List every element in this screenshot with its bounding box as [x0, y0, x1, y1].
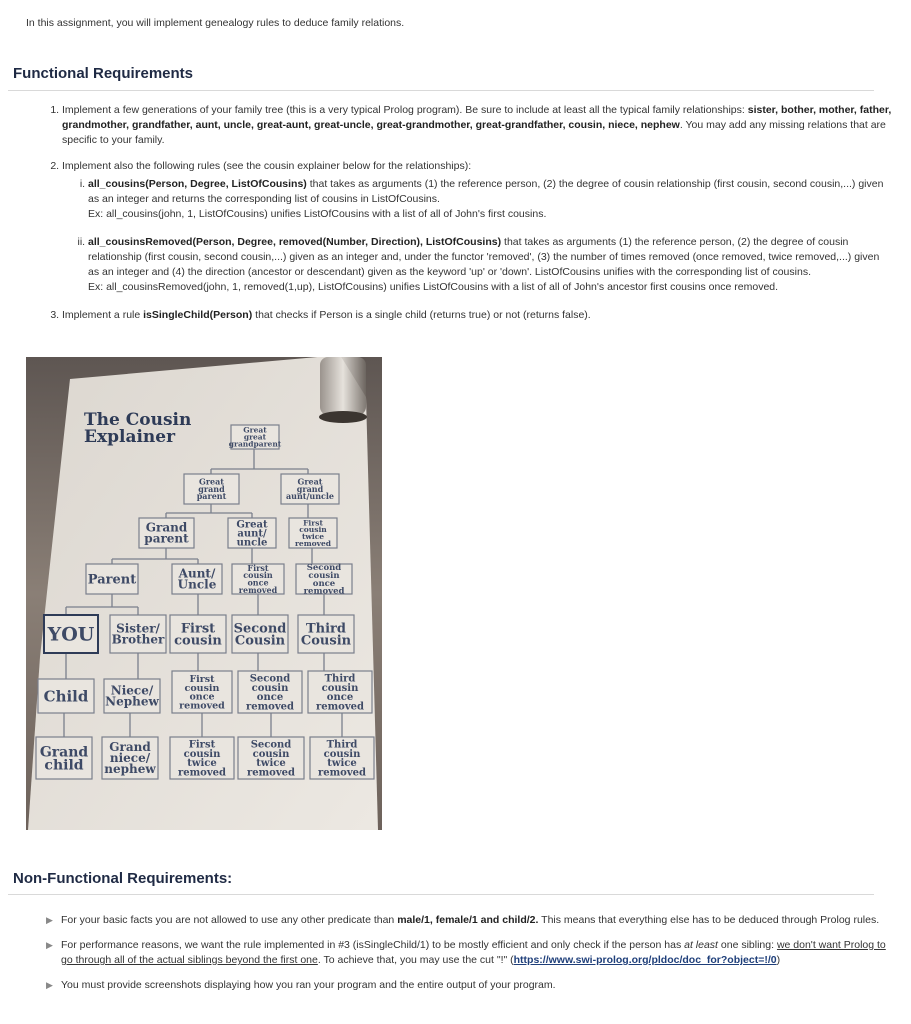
explainer-cell-you	[44, 615, 98, 653]
requirement-3	[62, 308, 892, 323]
nfr-2-lead: For performance reasons, we want the rule implemented in #3 (isSingleChild/1) to be mostly efficient and only check if the person has	[61, 939, 685, 951]
nfr-2-mid: one sibling:	[717, 939, 777, 951]
cell-label: Nephew	[105, 694, 159, 709]
bullet-icon: ▶	[46, 980, 53, 990]
nfr-1-lead: For your basic facts you are not allowed to use any other predicate than	[61, 914, 398, 926]
cell-label: nephew	[104, 762, 156, 777]
nfr-2-underline: we don't want Prolog to go through all of the actual siblings beyond the first one	[61, 939, 886, 966]
cell-label: First	[188, 739, 216, 751]
cell-label: Child	[43, 687, 89, 706]
cell-label: parent	[144, 531, 189, 546]
cell-label: cousin	[183, 748, 221, 760]
cell-label: aunt/uncle	[285, 491, 335, 502]
cell-label: grand	[296, 483, 324, 494]
explainer-cell-nn	[104, 679, 160, 713]
cell-label: Brother	[111, 632, 165, 647]
cell-label: twice	[327, 758, 357, 770]
cell-label: Niece/	[110, 683, 154, 698]
cell-label: Sister/	[116, 621, 160, 636]
requirement-3-rule: isSingleChild(Person)	[143, 309, 253, 321]
rule-all-cousins-removed-text: that takes as arguments (1) the reference person, (2) the degree of cousin relationship (first cousin, second cousin,...) given as an integer and, under the functor 'removed', (3) the number of times removed (once removed, twice removed,...) given as an integer and (4) the direction (ancestor or descendant) given as the keyword 'up' or 'down'. ListOfCousins unifies with the corresponding list of cousins.	[88, 236, 880, 278]
functional-requirements-list	[32, 103, 892, 334]
rule-all-cousins-removed	[88, 235, 892, 295]
requirement-3-lead: Implement a rule	[62, 309, 144, 321]
cell-label: twice	[301, 532, 325, 542]
cell-label: Uncle	[177, 577, 217, 592]
cell-label: First	[247, 562, 269, 573]
explainer-cell-sc	[232, 615, 288, 653]
rule-all-cousins-text: that takes as arguments (1) the reference person, (2) the degree of cousin relationship (first cousin, second cousin,...) given as an integer and returns the corresponding list of cousins in ListOfCousins.	[88, 178, 884, 205]
cell-label: Cousin	[234, 633, 286, 649]
cell-label: Third	[324, 673, 356, 685]
rule-all-cousins-removed-signature: all_cousinsRemoved(Person, Degree, removed(Number, Direction), ListOfCousins)	[88, 236, 502, 248]
cell-label: grand	[198, 483, 225, 494]
explainer-cell-fc1rd	[172, 671, 232, 713]
nonfunctional-requirements-list	[46, 913, 886, 1003]
explainer-cell-sib	[110, 615, 166, 653]
cell-label: removed	[315, 701, 365, 713]
rules-sublist	[62, 177, 892, 295]
heading-divider	[8, 90, 874, 91]
explainer-cell-fc2rd	[170, 737, 234, 779]
cell-label: cousin	[251, 682, 289, 694]
cell-label: Grand	[145, 520, 188, 535]
explainer-cell-sc1rd	[238, 671, 302, 713]
cell-label: Third	[305, 621, 347, 637]
cell-label: grandparent	[228, 439, 282, 449]
requirement-1-lead: Implement a few generations of your family tree (this is a very typical Prolog program). Be sure to include at least all the typical family relationships:	[62, 104, 748, 116]
cell-label: parent	[196, 491, 227, 502]
cell-label: Cousin	[300, 633, 352, 649]
cell-label: Great	[236, 519, 268, 531]
rule-all-cousins-example: Ex: all_cousins(john, 1, ListOfCousins) unifies ListOfCousins with a list of all of John's first cousins.	[88, 208, 547, 220]
nfr-item-2	[46, 938, 886, 968]
cell-label: once	[247, 577, 269, 588]
rule-all-cousins	[88, 177, 892, 222]
explainer-cell-gau	[281, 474, 339, 504]
explainer-cell-gnn	[102, 737, 158, 779]
explainer-cell-fc	[170, 615, 226, 653]
cell-label: removed	[294, 538, 332, 548]
cell-label: cousin	[308, 571, 340, 582]
cell-label: child	[44, 757, 84, 774]
cell-label: Second	[249, 673, 291, 685]
requirement-3-tail: that checks if Person is a single child (returns true) or not (returns false).	[252, 309, 591, 321]
cell-label: YOU	[47, 623, 95, 646]
explainer-cell-fc2r	[289, 518, 337, 548]
nfr-1-tail: This means that everything else has to be deduced through Prolog rules.	[538, 914, 880, 926]
cell-label: removed	[179, 700, 225, 712]
cell-label: once	[256, 692, 284, 704]
cell-label: Third	[326, 739, 358, 751]
nfr-item-3	[46, 978, 886, 993]
cell-label: cousin	[299, 525, 327, 535]
explainer-cell-fc1r	[232, 563, 284, 595]
rule-all-cousins-signature: all_cousins(Person, Degree, ListOfCousins)	[88, 178, 307, 190]
cell-label: cousin	[323, 748, 361, 760]
requirement-1-relations: sister, bother, mother, father, grandmother, grandfather, aunt, uncle, great-aunt, great-uncle, great-grandmother, great-grandfather, cousin, niece, nephew	[62, 104, 892, 131]
cell-label: Great	[198, 476, 225, 487]
intro-text: In this assignment, you will implement genealogy rules to deduce family relations.	[26, 17, 405, 29]
cell-label: First	[303, 518, 323, 528]
cell-label: Parent	[87, 572, 137, 588]
nonfunctional-heading: Non-Functional Requirements:	[13, 870, 233, 887]
cell-label: once	[326, 692, 354, 704]
explainer-cell-au	[172, 564, 222, 594]
cell-label: cousin	[252, 748, 290, 760]
cell-label: removed	[303, 586, 345, 597]
explainer-cell-gp	[139, 518, 194, 548]
cell-label: removed	[245, 701, 295, 713]
nfr-item-1	[46, 913, 886, 928]
explainer-cell-tc2rd	[310, 737, 374, 779]
cell-label: once	[189, 691, 215, 703]
cousin-explainer-chart	[26, 357, 382, 830]
nfr-2-mid2: . To achieve that, you may use the cut "!" (	[317, 954, 514, 966]
cell-label: removed	[177, 767, 227, 779]
cell-label: removed	[246, 767, 296, 779]
cell-label: twice	[256, 758, 286, 770]
explainer-cell-sc2rd	[238, 737, 304, 779]
nfr-2-tail: )	[776, 954, 781, 966]
cell-label: Great	[297, 476, 323, 487]
cell-label: twice	[187, 758, 217, 770]
explainer-title-line2: Explainer	[84, 427, 176, 447]
bullet-icon: ▶	[46, 915, 53, 925]
cell-label: cousin	[321, 682, 359, 694]
cell-label: Aunt/	[178, 566, 216, 581]
requirement-2	[62, 159, 892, 295]
explainer-cell-sc1r	[296, 563, 352, 596]
nfr-3-lead: You must provide screenshots displaying how you ran your program and the entire output of your program.	[61, 979, 556, 991]
explainer-cell-gp2	[184, 474, 239, 504]
requirement-1-tail: . You may add any missing relations that are specific to your family.	[62, 119, 886, 146]
cut-doc-link[interactable]: https://www.swi-prolog.org/pldoc/doc_for?object=!/0	[513, 954, 777, 966]
explainer-cell-parent	[86, 564, 138, 594]
explainer-cell-tc1rd	[308, 671, 372, 713]
cell-label: cousin	[243, 570, 273, 581]
cell-label: Great	[243, 425, 267, 435]
pepper-shaker	[319, 357, 367, 423]
rule-all-cousins-removed-example: Ex: all_cousinsRemoved(john, 1, removed(1,up), ListOfCousins) unifies ListOfCousins with a list of all of John's ancestor first cousins once removed.	[88, 281, 779, 293]
cell-label: niece/	[109, 751, 151, 766]
cell-label: Second	[233, 621, 287, 637]
cell-label: once	[312, 578, 336, 589]
cell-label: First	[189, 674, 215, 686]
cell-label: cousin	[184, 682, 220, 694]
explainer-cell-gc	[36, 737, 92, 779]
functional-heading: Functional Requirements	[13, 65, 194, 82]
heading-divider-2	[8, 894, 874, 895]
explainer-cell-ggp	[229, 425, 282, 449]
cell-label: cousin	[174, 633, 222, 649]
cell-label: Second	[250, 739, 292, 751]
explainer-cell-tc	[298, 615, 354, 653]
bullet-icon: ▶	[46, 940, 53, 950]
explainer-cell-ga	[228, 518, 276, 549]
nfr-2-italic: at least	[684, 939, 718, 951]
cell-label: great	[243, 432, 267, 442]
cell-label: Grand	[109, 740, 151, 755]
cell-label: First	[180, 621, 216, 637]
cousin-explainer-photo	[26, 357, 382, 830]
cell-label: removed	[317, 767, 367, 779]
cell-label: Second	[306, 563, 342, 574]
explainer-title-line1: The Cousin	[84, 410, 192, 430]
explainer-cell-child	[38, 679, 94, 713]
requirement-2-lead: Implement also the following rules (see the cousin explainer below for the relationships):	[62, 160, 472, 172]
cell-label: Grand	[39, 744, 89, 761]
cell-label: uncle	[236, 537, 268, 549]
cell-label: aunt/	[237, 528, 267, 540]
cell-label: removed	[238, 584, 278, 595]
requirement-1	[62, 103, 892, 148]
nfr-1-predicates: male/1, female/1 and child/2.	[397, 914, 539, 926]
